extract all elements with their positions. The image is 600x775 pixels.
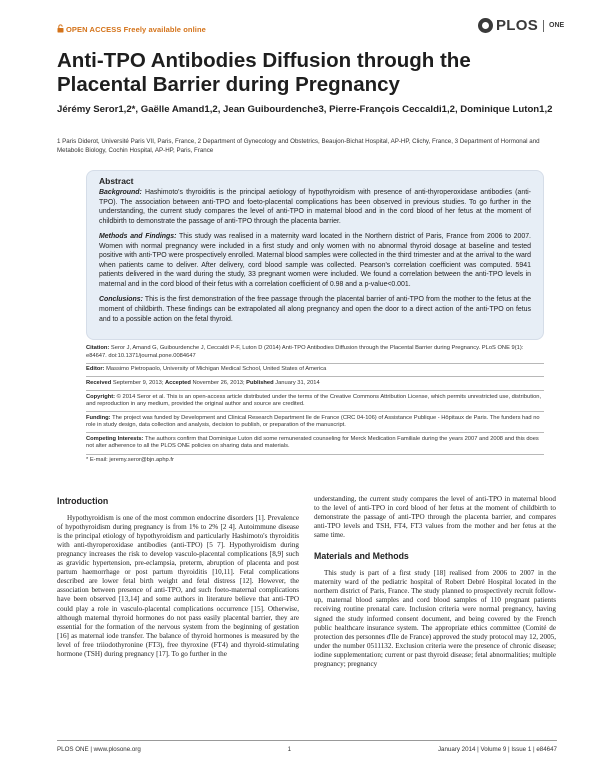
footer-page-number: 1	[287, 746, 292, 753]
introduction-heading: Introduction	[57, 496, 109, 506]
introduction-paragraph: Hypothyroidism is one of the most common endocrine disorders [1]. Prevalence of hypothyroidism during pregnancy is from 1% to 2% [2 4]. Autoimmune disease is the principal etiology of hypothyroidism and particularly Hashimoto's thyroiditis with anti-thyroperoxidase antibodies (anti-TPO) [5 7]. Hypothyroidism during pregnancy increases the risk to develop vasculo-placental complications [8,9] such as gravidic hypertension, pre-eclampsia, preterm, abruption of placenta and post partum haemorrhage or post partum thyroiditis [10,11]. Fetal complications described are lower fetal birth weight and fetal distress [12]. However, the association between presence of anti-TPO, and such foeto-maternal complications have been observed [13,14] and some authors in literature believe that anti-TPO could play a role in vasculo-placental complications occurrence [15]. Otherwise, although maternal thyroid hormones do not pass easily placental barrier, they are essential for the formation of the nervous system from the beginning of gestation [16] as maternal iode transfer. The balance of thyroid hormones is measured by the level of free triiodothyronine (FT3), free thyroxine (FT4) and thyroid-stimulating hormone (TSH) during pregnancy [17]. To go further in the	[57, 514, 299, 658]
open-access-lock-icon	[57, 24, 64, 35]
copyright-label: Copyright:	[86, 393, 116, 400]
right-column	[314, 495, 556, 669]
background-label: Background:	[99, 189, 142, 196]
competing-label: Competing Interests:	[86, 435, 144, 442]
footer-divider	[57, 740, 557, 741]
abstract-background	[99, 188, 531, 226]
plos-logo-text: PLOS	[496, 17, 539, 34]
methods-label: Methods and Findings:	[99, 233, 177, 241]
background-text: Hashimoto's thyroiditis is the principal aetiology of hypothyroidism with presence of anti-thyroperoxidase antibodies (anti-TPO). The association between anti-TPO and foeto-placental complications has been observed in previous studies. To go further in the understanding, the current study compares the level of anti-TPO in maternal blood and in the cord blood of her fetus at the moment of childbirth to demonstrate the passage of anti-TPO through the placenta barrier.	[99, 189, 531, 225]
editor	[86, 366, 544, 374]
abstract-methods	[99, 232, 531, 289]
email: * E-mail: jeremy.seror@bjn.aphp.fr	[86, 457, 174, 464]
copyright-text: © 2014 Seror et al. This is an open-access article distributed under the terms of the Creative Commons Attribution License, which permits unrestricted use, distribution, and reproduction in any medium, provided the original author and source are credited.	[86, 393, 542, 408]
citation-label: Citation:	[86, 345, 110, 351]
meta-divider	[86, 376, 544, 377]
plos-one-logo	[478, 17, 564, 34]
affiliations: 1 Paris Diderot, Université Paris VII, Paris, France, 2 Department of Gynecology and Obstetrics, Beaujon-Bichat Hospital, AP-HP, Clichy, France, 3 Department of Hormonal and Metabolic Biology, Cochin Hospital, AP-HP, Paris, France	[57, 138, 540, 154]
competing-interests	[86, 436, 544, 451]
open-access-text: OPEN ACCESS Freely available online	[66, 25, 206, 34]
meta-divider	[86, 363, 544, 364]
citation	[86, 345, 544, 360]
editor-label: Editor:	[86, 366, 105, 373]
methods-paragraph: This study is part of a first study [18] realised from 2006 to 2007 in the maternity ward of the pediatric hospital of Robert Debré Hospital located in the northern district of Paris, France. The study planned to prospectively recruit follow-up, maternal blood samples and cord blood samples of 110 pregnant patients receiving routine prenatal care. Inclusion criteria were normal pregnancy, having signed the study informed consent document, and being covered by the French public healthcare insurance system. The appropriate ethics committee (Comité de protection des personnes d'Ile de France) approved the study protocol may 12, 2005, under the number 0511132. Exclusion criteria were the presence of chronic disease; iodine supplementation; current or past thyroid disease; fetal abnormalities; multiple pregnancy; pregnancy	[314, 569, 556, 668]
received-label: Received	[86, 379, 112, 386]
footer-journal: PLOS ONE | www.plosone.org	[57, 746, 141, 753]
meta-divider	[86, 411, 544, 412]
funding-text: The project was funded by Development and Clinical Research Department Ile de France (CRC 04-106) of Assistance Publique - Hôpitaux de Paris. The funders had no role in study design, data collection and analysis, decision to publish, or preparation of the manuscript.	[86, 414, 540, 429]
methods-heading: Materials and Methods	[314, 551, 409, 562]
conclusions-label: Conclusions:	[99, 296, 143, 304]
meta-divider	[86, 454, 544, 455]
author-list: Jérémy Seror1,2*, Gaëlle Amand1,2, Jean Guibourdenche3, Pierre-François Ceccaldi1,2, Dominique Luton1,2	[57, 104, 553, 115]
editor-text: Massimo Pietropaolo, University of Michigan Medical School, United States of America	[104, 366, 327, 373]
logo-divider	[543, 20, 544, 32]
page-footer	[57, 740, 557, 753]
meta-divider	[86, 432, 544, 433]
plos-logo-sub: ONE	[549, 22, 565, 29]
copyright	[86, 394, 544, 409]
open-access-banner	[57, 24, 206, 35]
article-title: Anti-TPO Antibodies Diffusion through the Placental Barrier during Pregnancy	[57, 49, 471, 96]
dates	[86, 380, 544, 388]
left-column	[57, 497, 299, 659]
citation-text: Seror J, Amand G, Guibourdenche J, Ceccaldi P-F, Luton D (2014) Anti-TPO Antibodies Diffusion through the Placental Barrier during Pregnancy. PLoS ONE 9(1): e84647. doi:10.1371/journal.pone.0084647	[86, 345, 524, 359]
plos-logo-icon	[478, 18, 493, 33]
received-date: September 9, 2013;	[111, 379, 165, 386]
accepted-label: Accepted	[164, 379, 191, 386]
competing-text: The authors confirm that Dominique Luton did some remunerated counseling for Merck Medication Familiale during the years 2007 and 2008 and this does not alter adherence to all the PLOS ONE policies on sharing data and materials.	[86, 435, 539, 450]
article-metadata	[86, 345, 544, 467]
conclusions-text: This is the first demonstration of the free passage through the placental barrier of anti-TPO from the mother to the fetus at the moment of childbirth. These findings can be extrapolated all along pregnancy and open the door to a direct action of the anti-TPO on fetus and to a possible action on the fetal thyroid.	[99, 296, 531, 323]
funding-label: Funding:	[86, 414, 111, 421]
footer-issue: January 2014 | Volume 9 | Issue 1 | e84647	[437, 746, 557, 753]
introduction-continued: understanding, the current study compares the level of anti-TPO in maternal blood to the level of anti-TPO in cord blood of her fetus at the moment of childbirth to demonstrate the passage of anti-TPO through the placenta barrier, and compares anti-TPO levels and TSH, FT4, FT3 values from the mother and her fetus at the same time.	[314, 495, 556, 540]
accepted-date: November 26, 2013;	[190, 379, 247, 386]
published-date: January 31, 2014	[273, 379, 320, 386]
published-label: Published	[246, 379, 274, 386]
funding	[86, 415, 544, 430]
abstract-heading: Abstract	[99, 176, 134, 186]
abstract-conclusions	[99, 295, 531, 324]
abstract-box	[86, 170, 544, 340]
meta-divider	[86, 390, 544, 391]
methods-text: This study was realised in a maternity ward located in the Northern district of Paris, France from 2006 to 2007. Women with normal pregnancy were included in a first study and only women with no abnormal thyroid dosage at baseline and tested positive with anti-TPO were prospectively enrolled. Maternal blood samples were collected in the third trimester and at the arrival to the ward when patients came to deliver. After delivery, cord blood sample was collected. Pearson's correlation coefficient was computed. 5941 patients delivered in the ward during the study, 33 pregnant women were included. We found a correlation between the anti-TPO levels in maternal and in the cord blood of their fetus with a correlation coefficient of 0.98 and a p-value<0.001.	[99, 233, 531, 288]
